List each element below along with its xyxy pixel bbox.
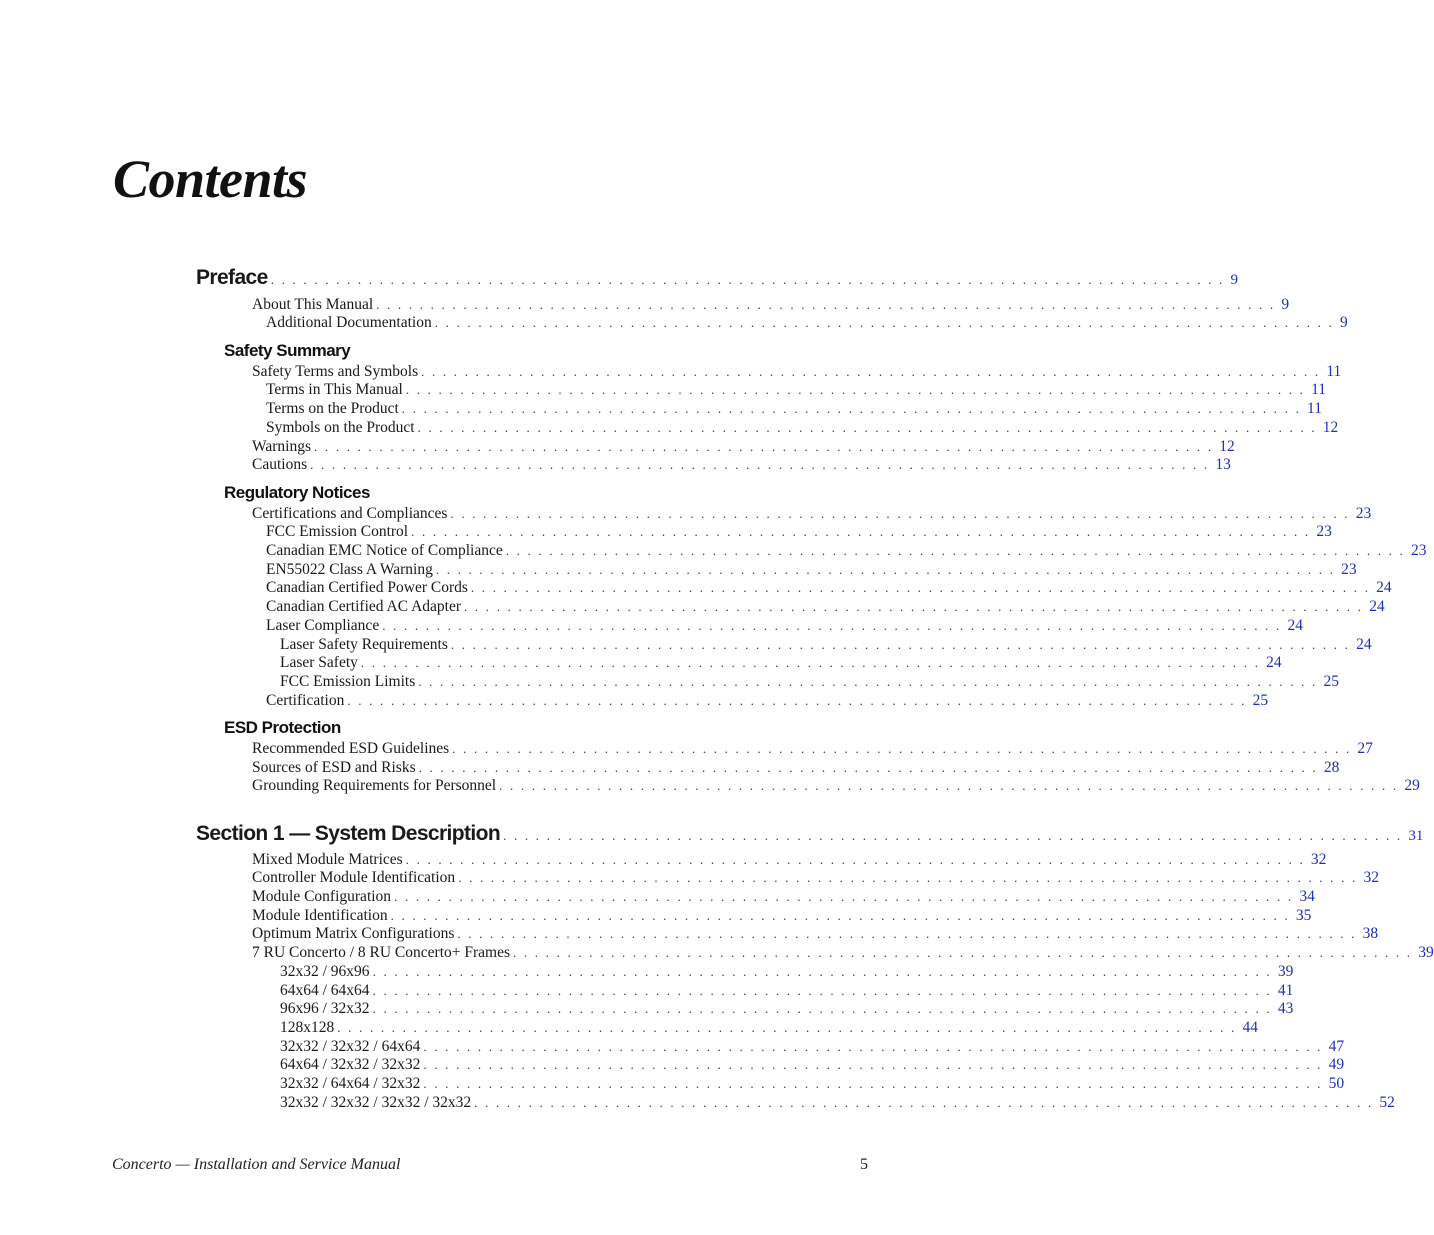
toc-page-link[interactable]: 9 [1230, 272, 1238, 288]
toc-entry[interactable] [280, 1000, 1294, 1018]
toc-entry-label: Laser Safety Requirements [280, 636, 448, 653]
toc-page-link[interactable]: 24 [1287, 617, 1303, 634]
toc-page-link[interactable]: 32 [1363, 869, 1379, 886]
toc-page-link[interactable]: 9 [1339, 314, 1348, 331]
footer-page-number: 5 [860, 1156, 868, 1173]
toc-entry[interactable] [252, 925, 1379, 943]
toc-page-link[interactable]: 11 [1311, 381, 1327, 398]
toc-page-link[interactable]: 13 [1215, 456, 1231, 473]
dot-leader: . . . . . . . . . . . . . . . . . . . . . . . . . . . . . . . . . . . . . . . . . . . . . . . . . . . . . . . . . . . . . . . . . . . . . . . . . . . . . . . . . . . [360, 655, 1261, 670]
toc-entry-label: Canadian Certified AC Adapter [266, 598, 461, 615]
toc-entry[interactable] [252, 505, 1372, 523]
toc-entry-label: Controller Module Identification [252, 869, 456, 886]
dot-leader: . . . . . . . . . . . . . . . . . . . . . . . . . . . . . . . . . . . . . . . . . . . . . . . . . . . . . . . . . . . . . . . . . . . . . . . . . . . . . . . . . . . [505, 543, 1405, 558]
dot-leader: . . . . . . . . . . . . . . . . . . . . . . . . . . . . . . . . . . . . . . . . . . . . . . . . . . . . . . . . . . . . . . . . . . . . . . . . . . . . . . . . . . . [421, 364, 1321, 379]
dot-leader: . . . . . . . . . . . . . . . . . . . . . . . . . . . . . . . . . . . . . . . . . . . . . . . . . . . . . . . . . . . . . . . . . . . . . . . . . . . . . . . . . . . [372, 964, 1272, 979]
dot-leader: . . . . . . . . . . . . . . . . . . . . . . . . . . . . . . . . . . . . . . . . . . . . . . . . . . . . . . . . . . . . . . . . . . . . . . . . . . . . . . . . . . . [513, 945, 1413, 960]
toc-entry[interactable] [252, 907, 1312, 925]
toc-entry[interactable] [266, 523, 1332, 541]
toc-entry[interactable] [252, 456, 1231, 474]
toc-entry[interactable] [252, 888, 1315, 906]
toc-page-link[interactable]: 11 [1307, 400, 1322, 417]
toc-entry-label: Warnings [252, 438, 312, 455]
toc-page-link[interactable]: 41 [1277, 982, 1294, 999]
dot-leader: . . . . . . . . . . . . . . . . . . . . . . . . . . . . . . . . . . . . . . . . . . . . . . . . . . . . . . . . . . . . . . . . . . . . . . . . . . . . . . . . . . . [411, 524, 1311, 539]
toc-page-link[interactable]: 23 [1316, 523, 1332, 540]
toc-page-link[interactable]: 47 [1328, 1038, 1345, 1055]
toc-entry-label: Recommended ESD Guidelines [252, 740, 450, 757]
toc-page-link[interactable]: 23 [1411, 542, 1427, 559]
toc-entry-label: Terms in This Manual [266, 381, 403, 398]
dot-leader: . . . . . . . . . . . . . . . . . . . . . . . . . . . . . . . . . . . . . . . . . . . . . . . . . . . . . . . . . . . . . . . . . . . . . . . . . . . . . . . . . . . [401, 401, 1302, 416]
toc-entry-label: Terms on the Product [266, 400, 399, 417]
toc-page-link[interactable]: 24 [1356, 636, 1372, 653]
dot-leader: . . . . . . . . . . . . . . . . . . . . . . . . . . . . . . . . . . . . . . . . . . . . . . . . . . . . . . . . . . . . . . . . . . . . . . . . . . . . . . . . . . . [372, 1001, 1272, 1016]
toc-entry[interactable] [266, 314, 1348, 332]
toc-page-link[interactable]: 35 [1295, 907, 1312, 924]
toc-entry[interactable] [266, 381, 1327, 399]
dot-leader: . . . . . . . . . . . . . . . . . . . . . . . . . . . . . . . . . . . . . . . . . . . . . . . . . . . . . . . . . . . . . . . . . . . . . . . . . . . . . . . . . . . [337, 1020, 1237, 1035]
toc-entry-label: Module Configuration [252, 888, 392, 905]
dot-leader: . . . . . . . . . . . . . . . . . . . . . . . . . . . . . . . . . . . . . . . . . . . . . . . . . . . . . . . . . . . . . . . . . . . . . . . . . . . . . . . . . . . [418, 674, 1318, 689]
dot-leader: . . . . . . . . . . . . . . . . . . . . . . . . . . . . . . . . . . . . . . . . . . . . . . . . . . . . . . . . . . . . . . . . . . . . . . . . . . . . . . . . . . . [314, 439, 1214, 454]
toc-entry[interactable] [252, 759, 1340, 777]
dot-leader: . . . . . . . . . . . . . . . . . . . . . . . . . . . . . . . . . . . . . . . . . . . . . . . . . . . . . . . . . . . . . . . . . . . . . . . . . . . . . . . . . . . [417, 420, 1317, 435]
toc-entry[interactable] [280, 963, 1294, 981]
toc-entry[interactable] [280, 1056, 1345, 1074]
dot-leader: . . . . . . . . . . . . . . . . . . . . . . . . . . . . . . . . . . . . . . . . . . . . . . . . . . . . . . . . . . . . . . . . . . . . . . . . . . . . . . . . . . . [457, 926, 1357, 941]
toc-entry-label: 32x32 / 96x96 [280, 963, 370, 980]
toc-heading-esd-protection[interactable]: ESD Protection [224, 718, 341, 737]
dot-leader: . . . . . . . . . . . . . . . . . . . . . . . . . . . . . . . . . . . . . . . . . . . . . . . . . . . . . . . . . . . . . . . . . . . . . . . . . . . . . . . . . . . [382, 618, 1282, 633]
toc-entry-label: Additional Documentation [266, 314, 432, 331]
dot-leader: . . . . . . . . . . . . . . . . . . . . . . . . . . . . . . . . . . . . . . . . . . . . . . . . . . . . . . . . . . . . . . . . . . . . . . . . . . . . . . . . . . . [464, 599, 1364, 614]
toc-entry[interactable] [280, 1094, 1395, 1112]
dot-leader: . . . . . . . . . . . . . . . . . . . . . . . . . . . . . . . . . . . . . . . . . . . . . . . . . . . . . . . . . . . . . . . . . . . . . . . . . . . . . . . . . . . [372, 983, 1272, 998]
toc-entry-label: Canadian EMC Notice of Compliance [266, 542, 503, 559]
toc-page-link[interactable]: 12 [1322, 419, 1339, 436]
toc-entry[interactable] [266, 617, 1303, 635]
toc-entry[interactable] [280, 982, 1294, 1000]
dot-leader: . . . . . . . . . . . . . . . . . . . . . . . . . . . . . . . . . . . . . . . . . . . . . . . . . . . . . . . . . . . . . . . . . . . . . . . . . . . . . . . . . . . [435, 562, 1336, 577]
toc-entry-label: Mixed Module Matrices [252, 851, 403, 868]
dot-leader: . . . . . . . . . . . . . . . . . . . . . . . . . . . . . . . . . . . . . . . . . . . . . . . . . . . . . . . . . . . . . . . . . . . . . . . . . . . . . . . . . . . [450, 506, 1350, 521]
dot-leader: . . . . . . . . . . . . . . . . . . . . . . . . . . . . . . . . . . . . . . . . . . . . . . . . . . . . . . . . . . . . . . . . . . . . . . . . . . . . . . . . . . . [450, 637, 1351, 652]
toc-entry[interactable] [280, 636, 1372, 654]
toc-entry-label: 64x64 / 32x32 / 32x32 [280, 1056, 421, 1073]
dot-leader: . . . . . . . . . . . . . . . . . . . . . . . . . . . . . . . . . . . . . . . . . . . . . . . . . . . . . . . . . . . . . . . . . . . . . . . . . . . . . . . . . . . [423, 1039, 1323, 1054]
toc-page-link[interactable]: 32 [1310, 851, 1327, 868]
toc-entry[interactable] [280, 1038, 1345, 1056]
toc-entry-label: 7 RU Concerto / 8 RU Concerto+ Frames [252, 944, 510, 961]
toc-heading-regulatory-notices[interactable]: Regulatory Notices [224, 483, 370, 502]
dot-leader: . . . . . . . . . . . . . . . . . . . . . . . . . . . . . . . . . . . . . . . . . . . . . . . . . . . . . . . . . . . . . . . . . . . . . . . . . . . . . . . . . . . [394, 889, 1294, 904]
toc-entry-label: Optimum Matrix Configurations [252, 925, 455, 942]
toc-entry[interactable] [266, 542, 1427, 560]
toc-entry[interactable] [266, 561, 1357, 579]
toc-entry-label: EN55022 Class A Warning [266, 561, 433, 578]
dot-leader: . . . . . . . . . . . . . . . . . . . . . . . . . . . . . . . . . . . . . . . . . . . . . . . . . . . . . . . . . . . . . . . . . . . . . . . . . . . . . . . . . . . [390, 908, 1290, 923]
toc-section-preface[interactable] [196, 266, 1238, 290]
toc-entry-label: 128x128 [280, 1019, 335, 1036]
toc-entry-label: Module Identification [252, 907, 388, 924]
dot-leader: . . . . . . . . . . . . . . . . . . . . . . . . . . . . . . . . . . . . . . . . . . . . . . . . . . . . . . . . . . . . . . . . . . . . . . . . . . . . . . . . . . . [458, 870, 1358, 885]
toc-page-link[interactable]: 24 [1266, 654, 1282, 671]
dot-leader: . . . . . . . . . . . . . . . . . . . . . . . . . . . . . . . . . . . . . . . . . . . . . . . . . . . . . . . . . . . . . . . . . . . . . . . . . . . . . . . . . . . [434, 315, 1334, 330]
toc-entry-label: 32x32 / 32x32 / 64x64 [280, 1038, 421, 1055]
toc-page-link[interactable]: 39 [1277, 963, 1294, 980]
toc-entry[interactable] [252, 944, 1434, 962]
toc-entry-label: Sources of ESD and Risks [252, 759, 416, 776]
toc-entry[interactable] [266, 692, 1269, 710]
dot-leader: . . . . . . . . . . . . . . . . . . . . . . . . . . . . . . . . . . . . . . . . . . . . . . . . . . . . . . . . . . . . . . . . . . . . . . . . . . . . . . . . . . . [503, 828, 1403, 843]
toc-entry[interactable] [280, 654, 1282, 672]
toc-page-link[interactable]: 12 [1219, 438, 1235, 455]
dot-leader: . . . . . . . . . . . . . . . . . . . . . . . . . . . . . . . . . . . . . . . . . . . . . . . . . . . . . . . . . . . . . . . . . . . . . . . . . . . . . . . . . . . [376, 297, 1276, 312]
toc-page-link[interactable]: 28 [1323, 759, 1340, 776]
toc-entry[interactable] [252, 296, 1290, 314]
toc-entry[interactable] [252, 740, 1373, 758]
toc-entry-label: FCC Emission Control [266, 523, 409, 540]
toc-entry-label: Symbols on the Product [266, 419, 415, 436]
toc-entry[interactable] [280, 673, 1339, 691]
dot-leader: . . . . . . . . . . . . . . . . . . . . . . . . . . . . . . . . . . . . . . . . . . . . . . . . . . . . . . . . . . . . . . . . . . . . . . . . . . . . . . . . . . . [423, 1057, 1323, 1072]
footer-manual-title: Concerto — Installation and Service Manual [112, 1156, 401, 1173]
dot-leader: . . . . . . . . . . . . . . . . . . . . . . . . . . . . . . . . . . . . . . . . . . . . . . . . . . . . . . . . . . . . . . . . . . . . . . . . . . . . . . . . . . . [423, 1076, 1323, 1091]
toc-entry[interactable] [266, 598, 1385, 616]
toc-page-link[interactable]: 25 [1323, 673, 1339, 690]
toc-entry[interactable] [252, 363, 1342, 381]
dot-leader: . . . . . . . . . . . . . . . . . . . . . . . . . . . . . . . . . . . . . . . . . . . . . . . . . . . . . . . . . . . . . . . . . . . . . . . . . . . . . . . . . . . [499, 778, 1399, 793]
toc-page-link[interactable]: 31 [1408, 828, 1424, 844]
toc-page-link[interactable]: 9 [1281, 296, 1290, 313]
toc-entry-label: Certifications and Compliances [252, 505, 448, 522]
toc-entry[interactable] [266, 400, 1322, 418]
toc-page-link[interactable]: 49 [1328, 1056, 1345, 1073]
dot-leader: . . . . . . . . . . . . . . . . . . . . . . . . . . . . . . . . . . . . . . . . . . . . . . . . . . . . . . . . . . . . . . . . . . . . . . . . . . . . . . . . . . . [405, 852, 1305, 867]
toc-entry-label: 32x32 / 64x64 / 32x32 [280, 1075, 421, 1092]
toc-entry[interactable] [280, 1075, 1345, 1093]
toc-entry[interactable] [266, 579, 1392, 597]
toc-page-link[interactable]: 23 [1341, 561, 1357, 578]
toc-page-link[interactable]: 50 [1328, 1075, 1345, 1092]
toc-entry-label: 64x64 / 64x64 [280, 982, 370, 999]
toc-page-link[interactable]: 39 [1418, 944, 1434, 961]
dot-leader: . . . . . . . . . . . . . . . . . . . . . . . . . . . . . . . . . . . . . . . . . . . . . . . . . . . . . . . . . . . . . . . . . . . . . . . . . . . . . . . . . . . [470, 580, 1371, 595]
toc-section-label: Preface [196, 266, 268, 289]
dot-leader: . . . . . . . . . . . . . . . . . . . . . . . . . . . . . . . . . . . . . . . . . . . . . . . . . . . . . . . . . . . . . . . . . . . . . . . . . . . . . . . . . . . [347, 693, 1247, 708]
toc-section-system-description[interactable] [196, 822, 1424, 846]
dot-leader: . . . . . . . . . . . . . . . . . . . . . . . . . . . . . . . . . . . . . . . . . . . . . . . . . . . . . . . . . . . . . . . . . . . . . . . . . . . . . . . . . . . [474, 1095, 1374, 1110]
toc-entry[interactable] [252, 869, 1379, 887]
toc-page-link[interactable]: 25 [1252, 692, 1269, 709]
toc-page-link[interactable]: 34 [1299, 888, 1315, 905]
toc-page-link[interactable]: 52 [1379, 1094, 1395, 1111]
dot-leader: . . . . . . . . . . . . . . . . . . . . . . . . . . . . . . . . . . . . . . . . . . . . . . . . . . . . . . . . . . . . . . . . . . . . . . . . . . . . . . . . . . . . . . . . [270, 272, 1225, 287]
toc-page-link[interactable]: 11 [1326, 363, 1342, 380]
dot-leader: . . . . . . . . . . . . . . . . . . . . . . . . . . . . . . . . . . . . . . . . . . . . . . . . . . . . . . . . . . . . . . . . . . . . . . . . . . . . . . . . . . . [452, 741, 1352, 756]
toc-entry-label: FCC Emission Limits [280, 673, 416, 690]
toc-page-link[interactable]: 24 [1369, 598, 1385, 615]
toc-page-link[interactable]: 24 [1376, 579, 1392, 596]
toc-entry-label: Certification [266, 692, 345, 709]
dot-leader: . . . . . . . . . . . . . . . . . . . . . . . . . . . . . . . . . . . . . . . . . . . . . . . . . . . . . . . . . . . . . . . . . . . . . . . . . . . . . . . . . . . [405, 382, 1306, 397]
toc-page-link[interactable]: 38 [1362, 925, 1379, 942]
toc-page-link[interactable]: 43 [1277, 1000, 1294, 1017]
toc-entry[interactable] [266, 419, 1339, 437]
toc-page-link[interactable]: 23 [1355, 505, 1372, 522]
dot-leader: . . . . . . . . . . . . . . . . . . . . . . . . . . . . . . . . . . . . . . . . . . . . . . . . . . . . . . . . . . . . . . . . . . . . . . . . . . . . . . . . . . . [310, 457, 1210, 472]
toc-entry[interactable] [252, 851, 1327, 869]
toc-entry-label: Canadian Certified Power Cords [266, 579, 468, 596]
toc-entry-label: Safety Terms and Symbols [252, 363, 419, 380]
toc-page-link[interactable]: 29 [1404, 777, 1420, 794]
toc-heading-safety-summary[interactable]: Safety Summary [224, 341, 351, 360]
page-title: Contents [113, 149, 308, 209]
toc-entry-label: 32x32 / 32x32 / 32x32 / 32x32 [280, 1094, 472, 1111]
toc-section-label: Section 1 — System Description [196, 822, 501, 845]
toc-entry[interactable] [252, 777, 1420, 795]
toc-page-link[interactable]: 44 [1242, 1019, 1258, 1036]
toc-entry[interactable] [280, 1019, 1258, 1037]
toc-entry-label: Laser Safety [280, 654, 358, 671]
toc-entry-label: Grounding Requirements for Personnel [252, 777, 497, 794]
toc-entry[interactable] [252, 438, 1235, 456]
toc-entry-label: Cautions [252, 456, 308, 473]
toc-entry-label: About This Manual [252, 296, 374, 313]
dot-leader: . . . . . . . . . . . . . . . . . . . . . . . . . . . . . . . . . . . . . . . . . . . . . . . . . . . . . . . . . . . . . . . . . . . . . . . . . . . . . . . . . . . [418, 760, 1318, 775]
toc-page-link[interactable]: 27 [1357, 740, 1373, 757]
toc-entry-label: Laser Compliance [266, 617, 380, 634]
toc-entry-label: 96x96 / 32x32 [280, 1000, 370, 1017]
